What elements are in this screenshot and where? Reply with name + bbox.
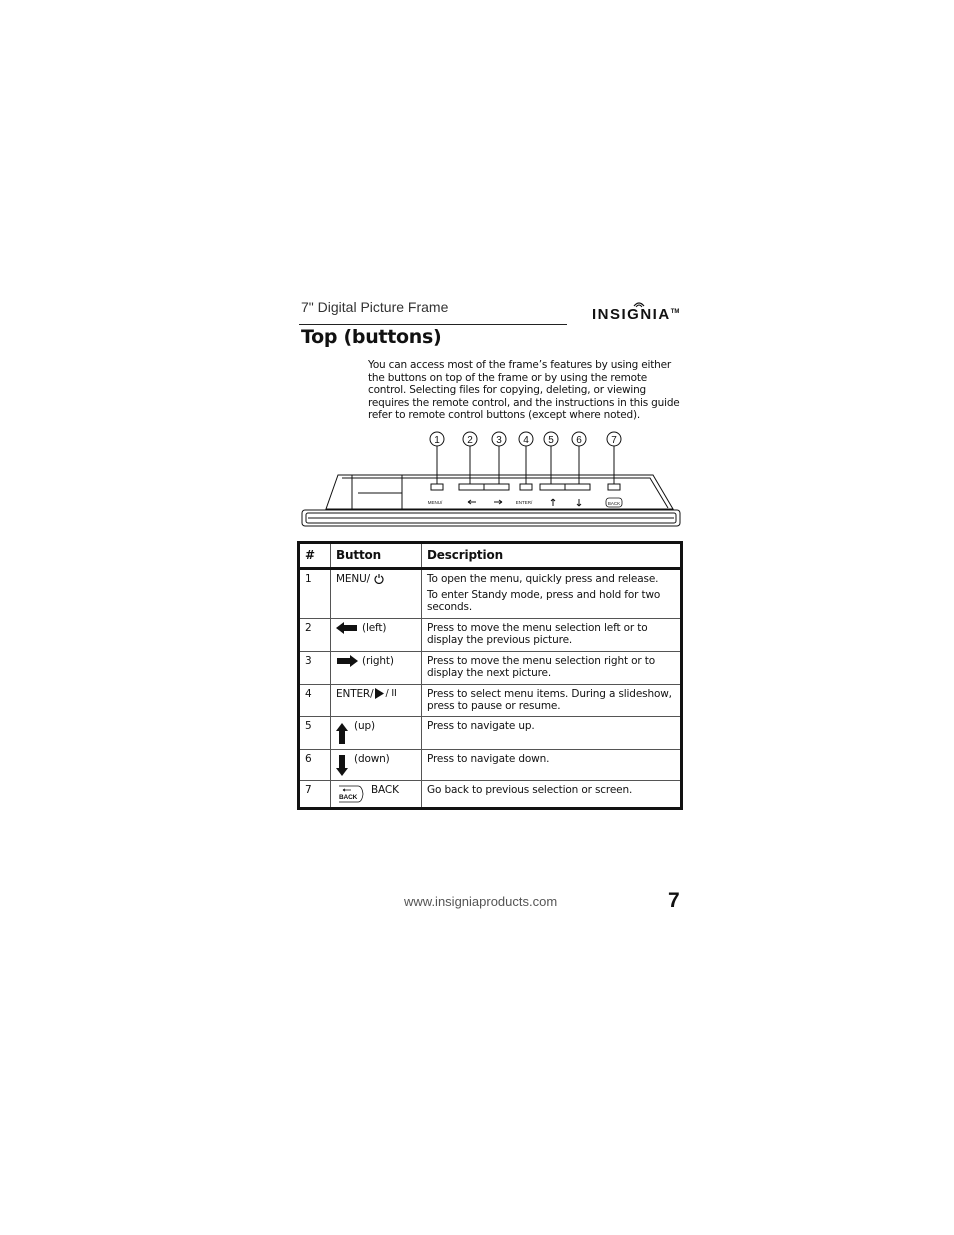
callout-number: 3 [496,435,502,446]
row-button-label: (right) [362,654,394,667]
callout-number: 5 [548,435,554,446]
row-num: 4 [299,684,331,717]
diagram-right-arrow-icon [494,500,502,504]
row-description [422,750,682,781]
table-row [299,781,682,809]
table-row [299,750,682,781]
row-description [422,569,682,618]
header-button: Button [331,543,422,569]
callout-number: 6 [576,435,582,446]
table-row [299,569,682,618]
row-num: 7 [299,781,331,809]
footer-url: www.insigniaproducts.com [404,894,558,909]
row-description-line: Press to move the menu selection left or to display the previous picture. [427,621,648,647]
table-row [299,651,682,684]
up-arrow-icon [336,723,348,745]
row-description [422,717,682,750]
power-icon [374,573,384,584]
row-button [331,781,422,809]
row-button-label: (left) [362,621,387,634]
brand-name: INSIGNIA [592,306,671,323]
pause-icon: / II [385,687,397,699]
row-button-label: BACK [371,784,399,797]
row-description-line: To enter Standy mode, press and hold for two seconds. [427,588,661,614]
brand-logo [592,306,679,323]
page-number: 7 [668,889,680,912]
table-row [299,717,682,750]
row-button-label: (down) [354,753,390,766]
frame-top-diagram [298,428,684,532]
header-rule [299,324,567,325]
header-num: # [299,543,331,569]
callout-number: 4 [523,435,529,446]
row-button [331,618,422,651]
diagram-label-enter: ENTER/ [515,500,533,505]
diagram-left-arrow-icon [468,500,476,504]
row-num: 1 [299,569,331,618]
button-table [297,541,683,810]
table-row [299,684,682,717]
diagram-down-arrow-icon [577,499,581,506]
row-description-line: Press to select menu items. During a slideshow, press to pause or resume. [427,687,672,713]
row-description [422,651,682,684]
row-description [422,684,682,717]
row-description [422,781,682,809]
intro-paragraph: You can access most of the frame’s features by using either the buttons on top of the frame or by using the remote control. Selecting files for copying, deleting, or viewing requires the remote control, and the instructions in this guide refer to remote control buttons (except where noted). [368,359,680,422]
left-arrow-icon [336,622,358,634]
header-product-title: 7" Digital Picture Frame [301,299,449,315]
diagram-label-menu: MENU/ [427,500,443,505]
section-title: Top (buttons) [301,326,442,348]
row-button-label: ENTER/ [336,687,374,700]
row-button-label: MENU/ [336,573,371,586]
diagram-label-back: BACK [607,501,621,506]
brand-trademark: TM [670,309,680,315]
row-description-line: Go back to previous selection or screen. [427,784,633,797]
callout-numbers [434,435,617,446]
play-icon [374,688,384,699]
row-description [422,618,682,651]
row-num: 2 [299,618,331,651]
back-icon [336,785,364,803]
row-button [331,684,422,717]
header-description: Description [422,543,682,569]
row-description-line: Press to navigate up. [427,720,535,733]
row-description-line: To open the menu, quickly press and release. [427,573,659,586]
row-num: 5 [299,717,331,750]
row-button-label: (up) [354,720,375,733]
row-num: 3 [299,651,331,684]
frame-buttons [431,484,620,490]
row-button [331,651,422,684]
table-header-row [299,543,682,569]
table-row [299,618,682,651]
row-description-line: Press to navigate down. [427,753,550,766]
frame-body [302,475,680,526]
row-num: 6 [299,750,331,781]
diagram-up-arrow-icon [551,499,555,506]
callout-number: 1 [434,435,440,446]
row-button [331,750,422,781]
row-description-line: Press to move the menu selection right or to display the next picture. [427,654,655,680]
row-button [331,717,422,750]
callout-number: 2 [467,435,473,446]
down-arrow-icon [336,754,348,776]
callout-number: 7 [611,435,617,446]
back-icon-text: BACK [339,794,358,802]
right-arrow-icon [336,655,358,667]
row-button [331,569,422,618]
